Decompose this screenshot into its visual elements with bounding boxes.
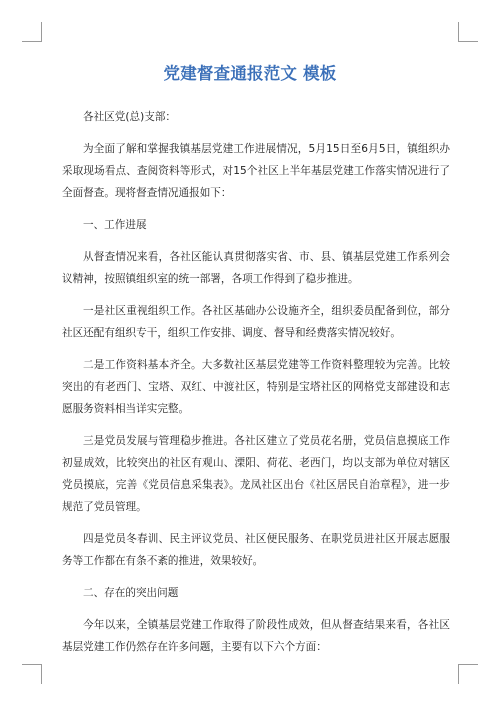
- crop-mark-bottom-right: [458, 664, 478, 665]
- crop-mark-bottom-left: [41, 664, 42, 684]
- crop-mark-top-right: [458, 41, 478, 42]
- crop-mark-top-right: [458, 22, 459, 42]
- crop-mark-top-left: [41, 22, 42, 42]
- section-heading-problems: 二、存在的突出问题: [83, 587, 179, 599]
- paragraph-problems-intro: 今年以来，全镇基层党建工作取得了阶段性成效，但从督查结果来看，各社区基层党建工作仍然存在许多问题，主要有以下六个方面：: [62, 619, 450, 653]
- paragraph-overview: 从督查情况来看，各社区能认真贯彻落实省、市、县、镇基层党建工作系列会议精神，按照镇组织室的统一部署，各项工作得到了稳步推进。: [62, 251, 450, 285]
- salutation: 各社区党(总)支部：: [83, 111, 177, 123]
- document-title: 党建督查通报范文 模板: [163, 64, 337, 83]
- paragraph-intro: 为全面了解和掌握我镇基层党建工作进展情况，5月15日至6月5日，镇组织办采取现场看点、查阅资料等形式，对15个社区上半年基层党建工作落实情况进行了全面督查。现将督查情况通报如下：: [62, 143, 450, 199]
- crop-mark-top-left: [22, 41, 42, 42]
- section-heading-progress: 一、工作进展: [83, 219, 147, 231]
- paragraph-point-1: 一是社区重视组织工作。各社区基础办公设施齐全，组织委员配备到位，部分社区还配有组织专干，组织工作安排、调度、督导和经费落实情况较好。: [62, 305, 450, 339]
- paragraph-point-2: 二是工作资料基本齐全。大多数社区基层党建等工作资料整理较为完善。比较突出的有老西门、宝塔、双红、中渡社区，特别是宝塔社区的网格党支部建设和志愿服务资料相当详实完整。: [62, 359, 450, 415]
- document-body: [62, 106, 450, 668]
- crop-mark-bottom-left: [22, 664, 42, 665]
- paragraph-point-3: 三是党员发展与管理稳步推进。各社区建立了党员花名册，党员信息摸底工作初显成效，比较突出的社区有观山、溧阳、荷花、老西门，均以支部为单位对辖区党员摸底，完善《党员信息采集表》。龙凤社区出台《社区居民自治章程》，进一步规范了党员管理。: [62, 435, 450, 513]
- crop-mark-bottom-right: [458, 664, 459, 684]
- paragraph-point-4: 四是党员冬春训、民主评议党员、社区便民服务、在职党员进社区开展志愿服务等工作都在有条不紊的推进，效果较好。: [62, 533, 450, 567]
